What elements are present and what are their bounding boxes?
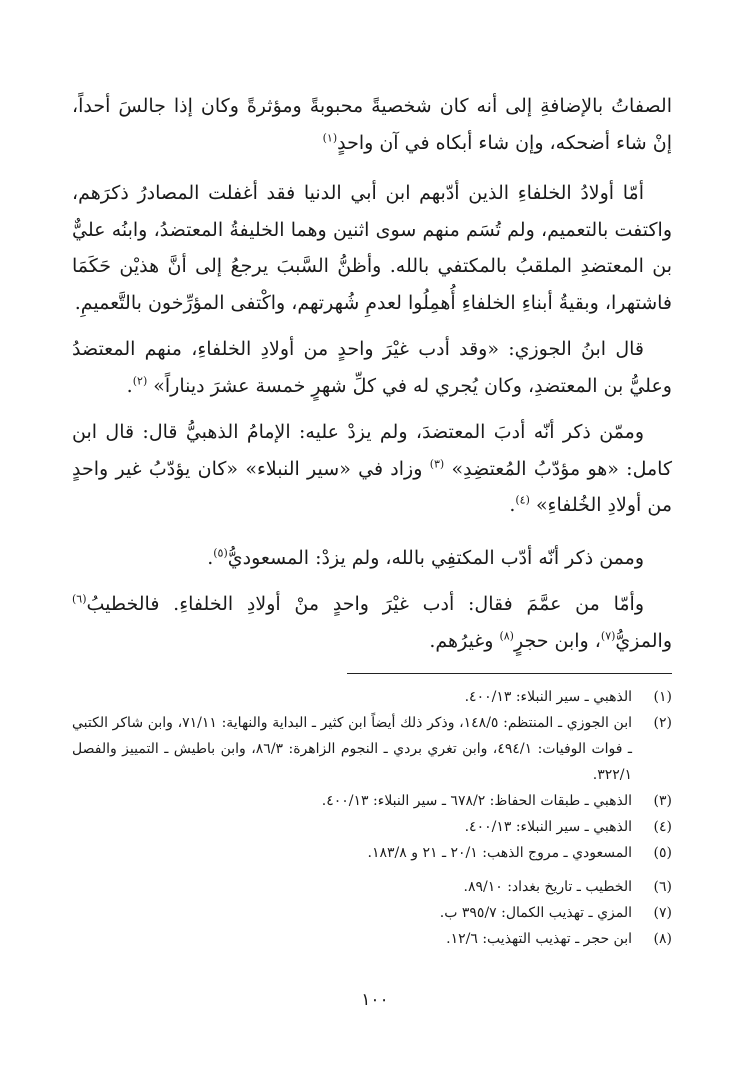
paragraph-6-text-a: وأمّا من عمَّمَ فقال: أدب غيْرَ واحدٍ منْ أولادِ الخلفاءِ. فالخطيبُ (86, 593, 644, 615)
footnote-number: (٣) (653, 793, 672, 809)
footnote-number: (٤) (653, 819, 672, 835)
footnote-ref-8[interactable]: (٨) (499, 629, 514, 643)
footnote-number: (٨) (653, 931, 672, 947)
footnote-text: الذهبي ـ سير النبلاء: ٤٠٠/١٣. (464, 819, 632, 835)
paragraph-6-text-c: ، وابن حجرٍ (513, 629, 601, 652)
paragraph-5-end: . (207, 546, 214, 569)
footnote-6 (72, 874, 672, 900)
footnotes-list (72, 684, 672, 952)
footnote-ref-1[interactable]: (١) (322, 131, 338, 145)
paragraph-6-text-d: وغيرُهم. (429, 629, 500, 652)
footnote-number: (٧) (653, 905, 672, 921)
footnote-ref-7[interactable]: (٧) (600, 629, 616, 643)
paragraph-6 (72, 586, 672, 659)
paragraph-1-text: الصفاتُ بالإضافةِ إلى أنه كان شخصيةً محبوبةً ومؤثرةً وكان إذا جالسَ أحداً، إنْ شاء أضحكه، وإن شاء أبكاه في آن واحدٍ (72, 95, 672, 154)
paragraph-4-text-b: وزاد في «سير النبلاء» «كان يؤدّبُ غير واحدٍ من أولادِ الخُلفاءِ» (72, 457, 672, 516)
footnote-number: (٥) (653, 845, 672, 861)
footnote-number: (١) (653, 689, 672, 705)
footnote-text: ابن حجر ـ تهذيب التهذيب: ١٢/٦. (446, 931, 632, 947)
footnote-ref-3[interactable]: (٣) (429, 457, 445, 471)
footnote-2 (72, 710, 672, 788)
footnote-text: المسعودي ـ مروج الذهب: ٢٠/١ ـ ٢١ و ١٨٣/٨. (367, 845, 632, 861)
footnote-text: الذهبي ـ طبقات الحفاظ: ٦٧٨/٢ ـ سير النبلاء: ٤٠٠/١٣. (321, 793, 632, 809)
footnote-5 (72, 840, 672, 866)
footnote-text: الذهبي ـ سير النبلاء: ٤٠٠/١٣. (464, 689, 632, 705)
paragraph-3-end: . (126, 374, 133, 397)
paragraph-4 (72, 414, 672, 524)
footnote-7 (72, 900, 672, 926)
footnote-text: الخطيب ـ تاريخ بغداد: ٨٩/١٠. (463, 879, 632, 895)
footnote-3 (72, 788, 672, 814)
paragraph-6-text-b: والمزيُّ (615, 629, 672, 652)
paragraph-1 (72, 88, 672, 161)
footnote-1 (72, 684, 672, 710)
footnote-text: المزي ـ تهذيب الكمال: ٣٩٥/٧ ب. (439, 905, 632, 921)
footnote-text: ابن الجوزي ـ المنتظم: ١٤٨/٥، وذكر ذلك أيضاً ابن كثير ـ البداية والنهاية: ٧١/١١، وابن شاكر الكتبي ـ فوات الوفيات: ٤٩٤/١، وابن تغري بردي ـ النجوم الزاهرة: ٨٦/٣، وابن باطيش ـ التمييز والفصل ٣٢٢/١. (72, 715, 633, 783)
paragraph-3 (72, 331, 672, 404)
footnote-number: (٢) (653, 715, 672, 731)
footnote-ref-5[interactable]: (٥) (213, 546, 228, 560)
paragraph-5-text: وممن ذكر أنّه أدّب المكتفِي بالله، ولم يزدْ: المسعوديُّ (227, 546, 644, 569)
paragraph-5 (72, 540, 672, 577)
footnote-ref-2[interactable]: (٢) (132, 374, 148, 388)
page-number: ١٠٠ (361, 990, 389, 1010)
footnote-ref-6[interactable]: (٦) (72, 592, 87, 606)
paragraph-3-text: قال ابنُ الجوزي: «وقد أدب غيْرَ واحدٍ من أولادِ الخلفاءِ، منهم المعتضدُ وعليُّ بن المعتضدِ، وكان يُجري له في كلِّ شهرٍ خمسة عشرَ ديناراً» (72, 338, 672, 397)
paragraph-4-text-a: وممّن ذكر أنّه أدبَ المعتضدَ، ولم يزدْ عليه: الإمامُ الذهبيُّ قال: قال ابن كامل: «هو مؤدّبُ المُعتضِدِ» (72, 421, 672, 480)
footnote-8 (72, 926, 672, 952)
paragraph-4-end: . (509, 494, 516, 516)
footnote-separator (347, 673, 672, 674)
footnote-ref-4[interactable]: (٤) (515, 493, 530, 507)
page-body (72, 88, 672, 952)
footnote-number: (٦) (653, 879, 672, 895)
footnote-4 (72, 814, 672, 840)
paragraph-2: أمّا أولادُ الخلفاءِ الذين أدّبهم ابن أبي الدنيا فقد أغفلت المصادرُ ذكرَهم، واكتفت بالتعميم، ولم تُسَم منهم سوى اثنين وهما الخليفةُ المعتضدُ، وابنُه عليٌّ بن المعتضدِ الملقبُ بالمكتفي بالله. وأظنُّ السَّببَ يرجعُ إلى أنَّ هذيْن حَكَمَا فاشتهرا، وبقيةُ أبناءِ الخلفاءِ أُهمِلُوا لعدمِ شُهرتهم، واكْتفى المؤرِّخون بالتَّعميمِ. (72, 182, 672, 314)
